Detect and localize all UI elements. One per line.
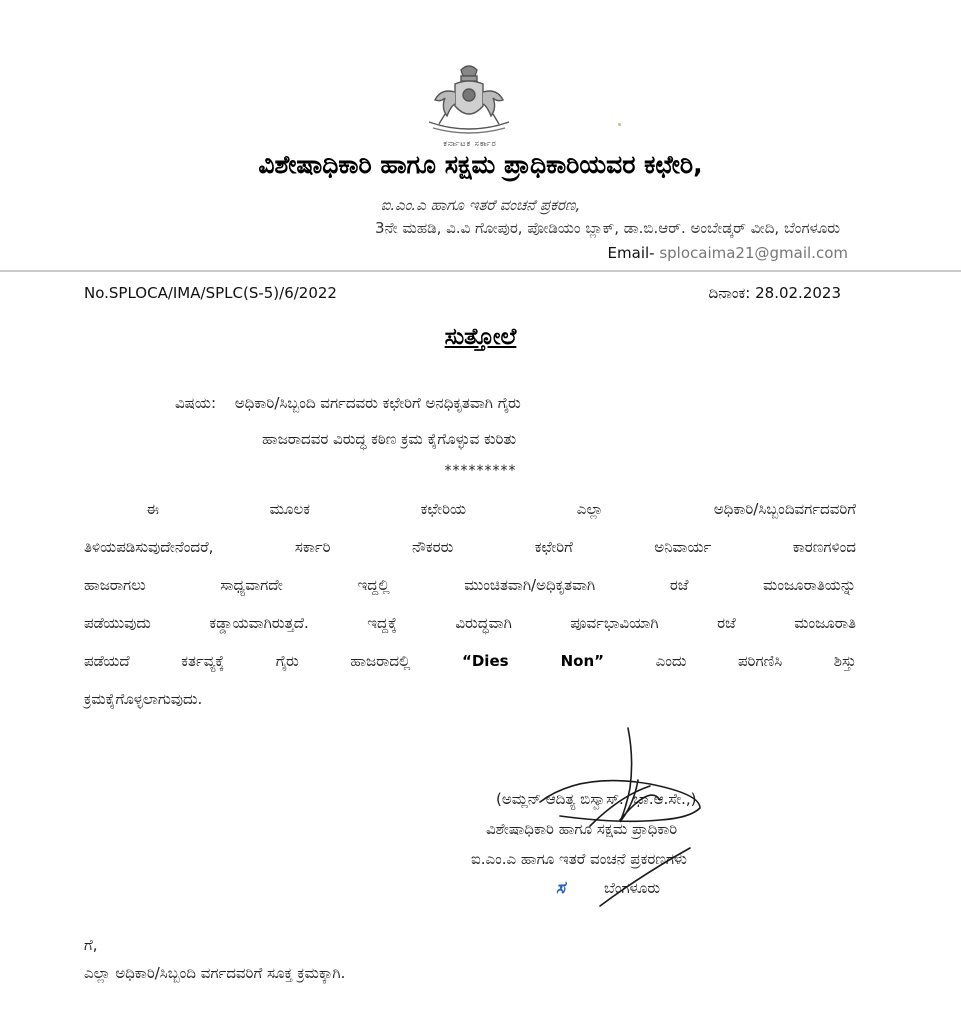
body-line-4: ಪಡೆಯುವುದು ಕಡ್ಡಾಯವಾಗಿರುತ್ತದೆ. ಇದ್ದಕ್ಕೆ ವಿರುದ್ಧವಾಗಿ ಪೂರ್ವಭಾವಿಯಾಗಿ ರಜೆ ಮಂಜೂರಾತಿ [84,614,856,632]
reference-number: No.SPLOCA/IMA/SPLC(S-5)/6/2022 [84,284,337,302]
handwritten-signature [520,720,720,920]
body-line-6: ಕ್ರಮಕೈಗೊಳ್ಳಲಾಗುವುದು. [84,690,203,708]
body-line-1: ಈ ಮೂಲಕ ಕಛೇರಿಯ ಎಲ್ಲಾ ಅಧಿಕಾರಿ/ಸಿಬ್ಬಂದಿವರ್ಗದವರಿಗೆ [146,500,856,518]
body-line-5 [84,652,856,670]
emblem-caption: ಕರ್ನಾಟಕ ಸರ್ಕಾರ [443,139,497,148]
body-line-2: ತಿಳಿಯಪಡಿಸುವುದೇನೆಂದರೆ, ಸರ್ಕಾರಿ ನೌಕರರು ಕಛೇರಿಗೆ ಅನಿವಾರ್ಯ ಕಾರಣಗಳಿಂದ [84,538,856,556]
signatory-city: ಬೆಂಗಳೂರು [604,879,661,897]
body-line-5-end: ಎಂದು ಪರಿಗಣಿಸಿ ಶಿಸ್ತು [655,652,856,670]
email-label: Email- [607,244,655,262]
dies-non-term: “Dies Non” [462,652,604,670]
email-address[interactable]: splocaima21@gmail.com [659,244,848,262]
header-divider [0,270,961,272]
subject-line-1 [175,394,521,412]
initials-mark: ಸ [556,878,566,898]
circular-title: ಸುತ್ತೋಲೆ [444,324,517,350]
office-address: 3ನೇ ಮಹಡಿ, ವಿ.ವಿ ಗೋಪುರ, ಪೋಡಿಯಂ ಬ್ಲಾಕ್, ಡಾ.ಬಿ.ಆರ್. ಅಂಬೇಡ್ಕರ್ ವೀದಿ, ಬೆಂಗಳೂರು [374,219,840,237]
paper-mark [618,123,621,126]
signatory-department: ಐ.ಎಂ.ಎ ಹಾಗೂ ಇತರೆ ವಂಚನೆ ಪ್ರಕರಣಗಳು [471,850,687,868]
email-line [400,244,848,262]
to-label: ಗೆ, [84,936,98,954]
date-label: ದಿನಾಂಕ: [708,284,751,302]
government-emblem-icon [415,62,523,144]
document-date [676,284,841,302]
subject-line-2: ಹಾಜರಾದವರ ವಿರುದ್ಧ ಕಠಿಣ ಕ್ರಮ ಕೈಗೊಳ್ಳುವ ಕುರಿತು [262,430,517,448]
office-title: ವಿಶೇಷಾಧಿಕಾರಿ ಹಾಗೂ ಸಕ್ಷಮ ಪ್ರಾಧಿಕಾರಿಯವರ ಕಛೇರಿ, [258,150,703,179]
section-separator: ********* [444,463,517,479]
office-subtitle: ಐ.ಎಂ.ಎ ಹಾಗೂ ಇತರೆ ವಂಚನೆ ಪ್ರಕರಣ, [380,196,581,214]
signatory-name: (ಅಮ್ಲನ್ ಆದಿತ್ಯ ಬಿಸ್ವಾಸ್., ಭಾ.ಆ.ಸೇ.,) [496,790,697,808]
subject-text-1: ಅಧಿಕಾರಿ/ಸಿಬ್ಬಂದಿ ವರ್ಗದವರು ಕಛೇರಿಗೆ ಅನಧಿಕೃತವಾಗಿ ಗೈರು [234,394,521,412]
subject-label: ವಿಷಯ: [175,394,216,412]
body-line-3: ಹಾಜರಾಗಲು ಸಾಧ್ಯವಾಗದೇ ಇದ್ದಲ್ಲಿ ಮುಂಚಿತವಾಗಿ/ಅಧಿಕೃತವಾಗಿ ರಜೆ ಮಂಜೂರಾತಿಯನ್ನು [84,576,856,594]
signatory-designation: ವಿಶೇಷಾಧಿಕಾರಿ ಹಾಗೂ ಸಕ್ಷಮ ಪ್ರಾಧಿಕಾರಿ [486,820,678,838]
date-value: 28.02.2023 [755,284,841,302]
body-line-5-start: ಪಡೆಯದೆ ಕರ್ತವ್ಯಕ್ಕೆ ಗೈರು ಹಾಜರಾದಲ್ಲಿ [84,652,411,670]
recipients-line: ಎಲ್ಲಾ ಅಧಿಕಾರಿ/ಸಿಬ್ಬಂದಿ ವರ್ಗದವರಿಗೆ ಸೂಕ್ತ ಕ್ರಮಕ್ಕಾಗಿ. [84,964,346,982]
